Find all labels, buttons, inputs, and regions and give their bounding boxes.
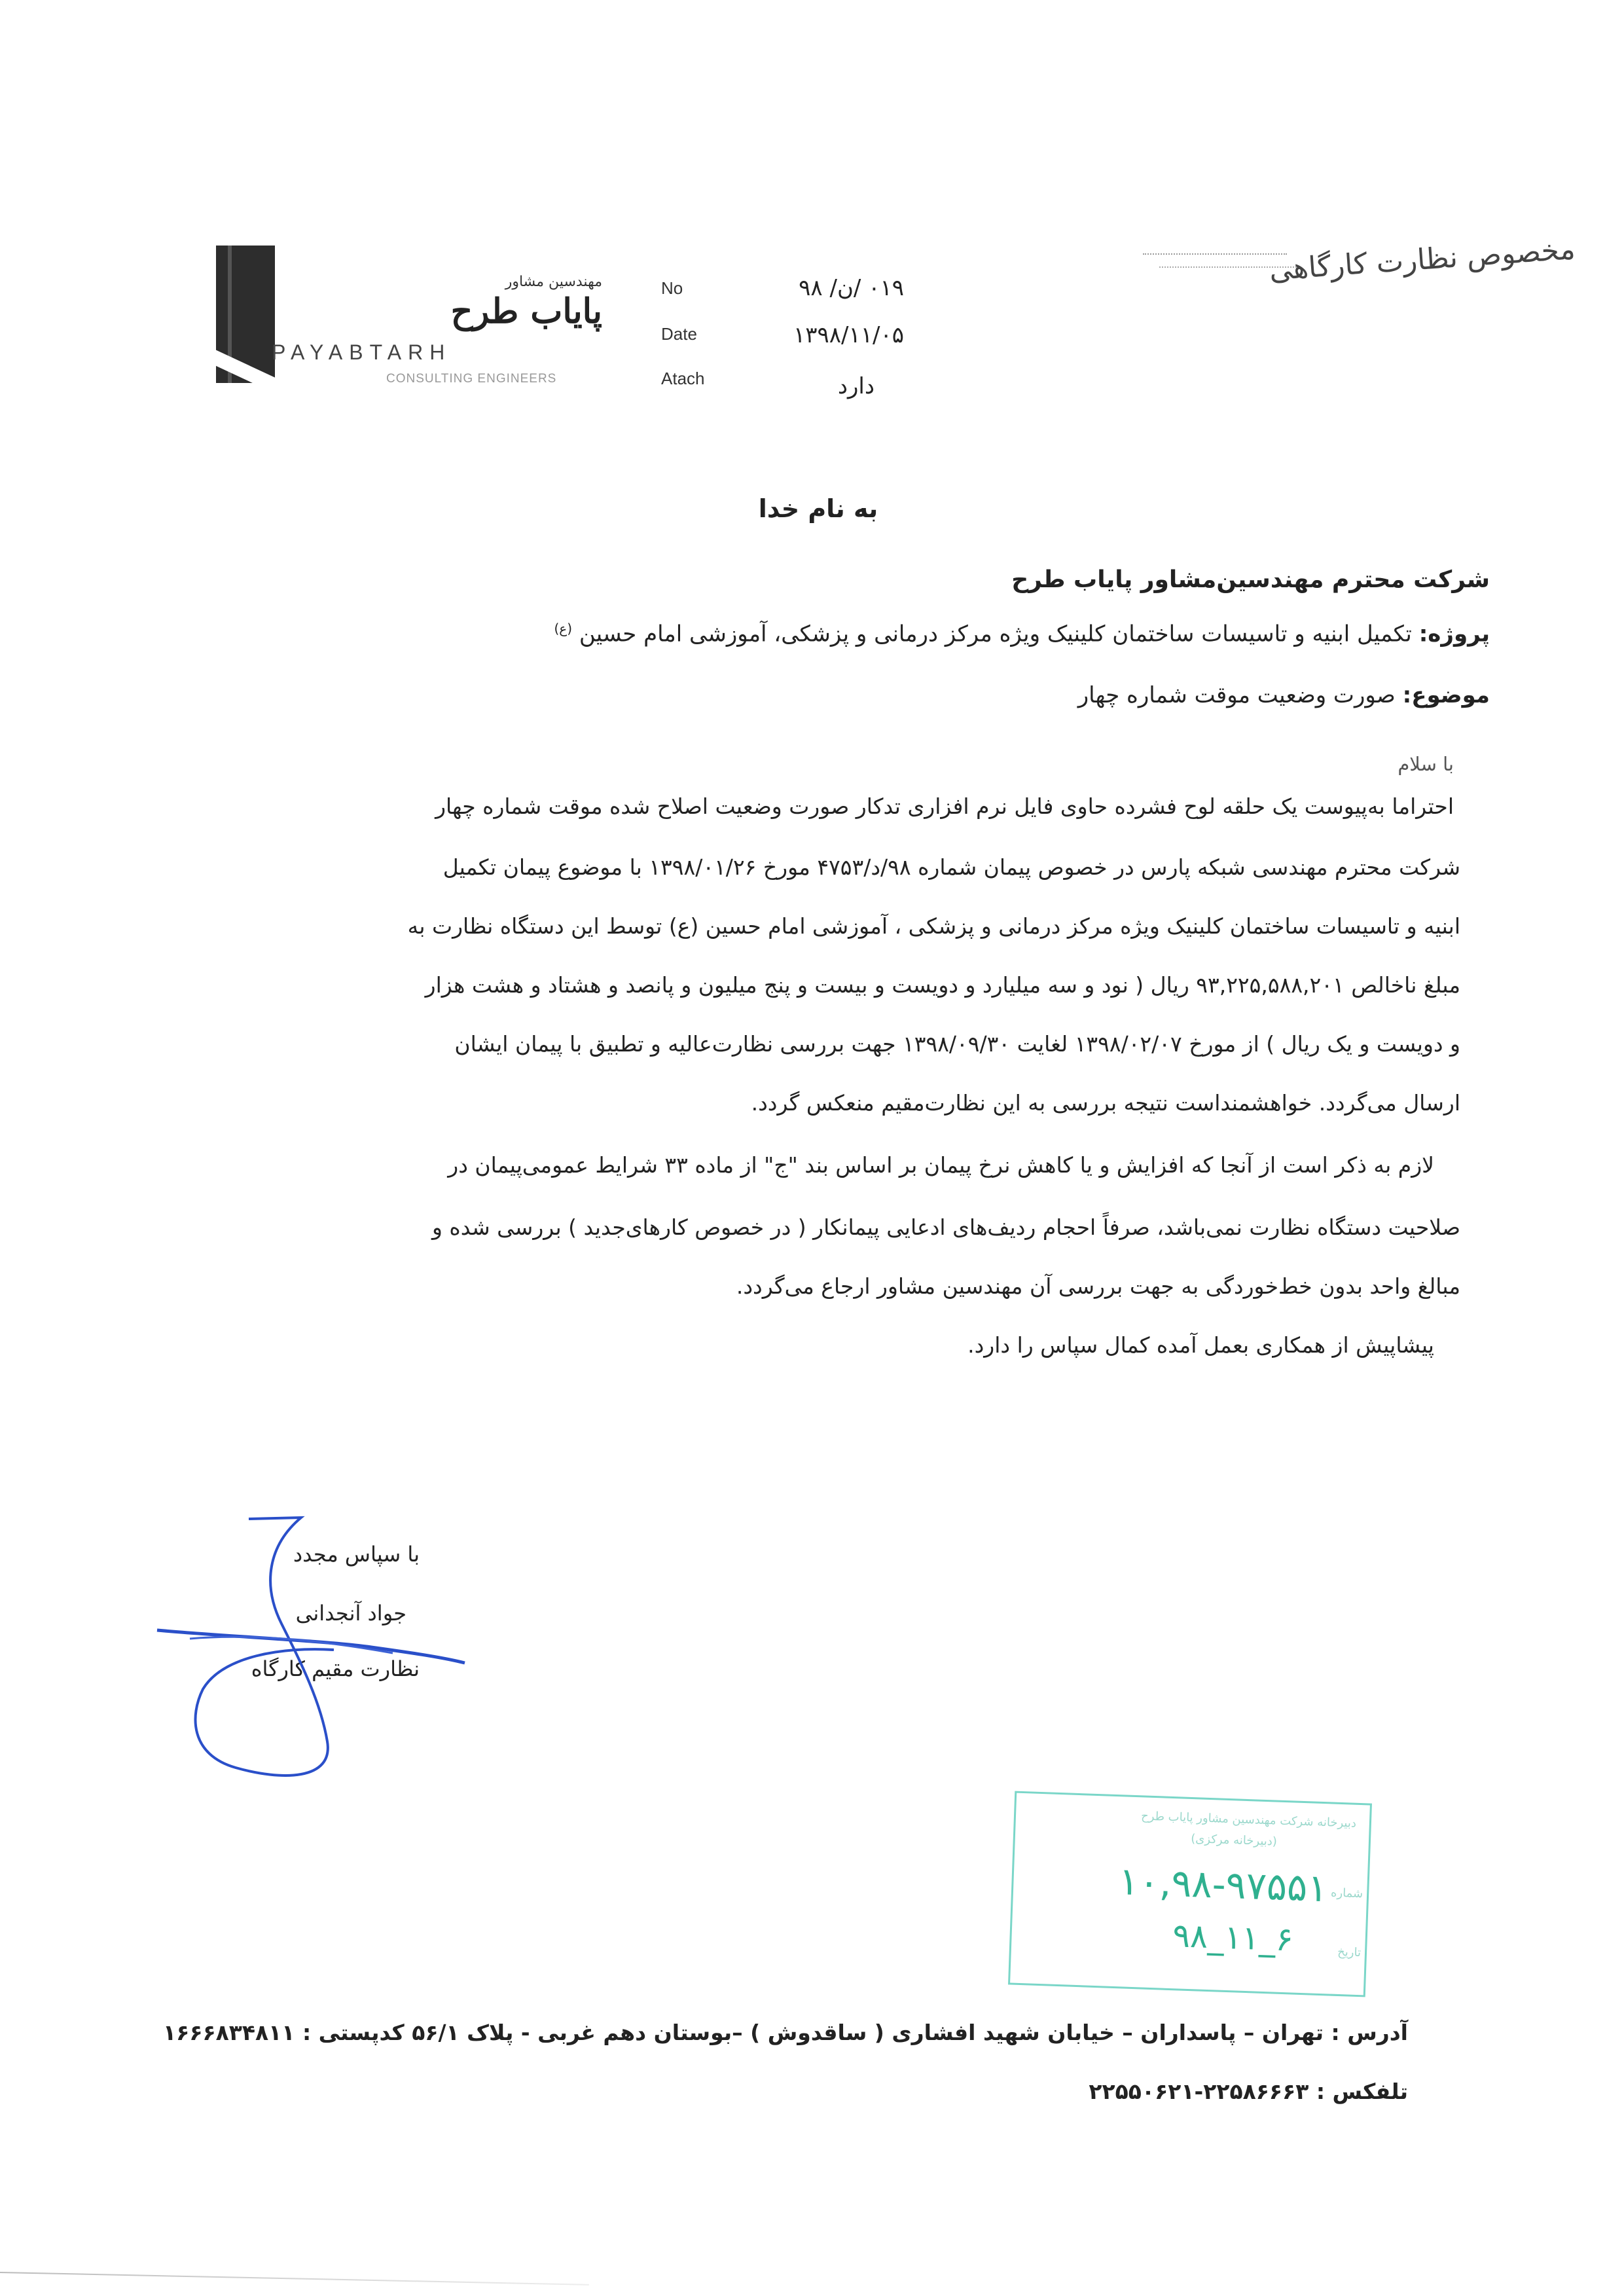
handwritten-note-text: مخصوص نظارت کارگاهی <box>1268 232 1576 287</box>
subject-text: صورت وضعیت موقت شماره چهار <box>1077 682 1396 708</box>
footer-telfax: تلفکس : ۲۲۵۸۶۶۶۳-۲۲۵۵۰۶۲۱ <box>1089 2079 1408 2104</box>
project-suffix: (ع) <box>554 621 573 636</box>
body-line: ارسال می‌گردد. خواهشمنداست نتیجه بررسی به این نظارت‌مقیم منعکس گردد. <box>751 1090 1460 1116</box>
subject-line <box>1078 684 1490 706</box>
handwritten-note <box>1117 213 1575 285</box>
body-line: احتراما به‌پیوست یک حلقه لوح فشرده حاوی فایل نرم افزاری تدکار صورت وضعیت اصلاح شده موقت شماره چهار <box>435 793 1454 819</box>
logo-name-fa: پایاب طرح <box>450 291 602 331</box>
logo-subtitle-fa: مهندسین مشاور <box>505 274 602 290</box>
signatory-title: نظارت مقیم کارگاه <box>251 1656 420 1681</box>
stamp-header: دبیرخانه شرکت مهندسین مشاور پایاب طرح <box>1140 1809 1357 1831</box>
signature-thanks: با سپاس مجدد <box>293 1542 420 1567</box>
received-stamp <box>1008 1791 1372 1997</box>
closing-line: پیشاپیش از همکاری بعمل آمده کمال سپاس را دارد. <box>967 1332 1434 1358</box>
date-value: ۱۳۹۸/۱۱/۰۵ <box>793 322 904 348</box>
body-line: مبلغ ناخالص ۹۳,۲۲۵,۵۸۸,۲۰۱ ریال ( نود و سه میلیارد و دویست و بیست و پنج میلیون و پانصد و هشتاد و هشت هزار <box>425 972 1460 998</box>
stamp-date: ۹۸_۱۱_۶ <box>1172 1916 1294 1959</box>
number-label: No <box>661 278 683 298</box>
stamp-number: ۱۰,۹۸-۹۷۵۵۱ <box>1117 1859 1329 1911</box>
attach-value: دارد <box>837 373 875 399</box>
stamp-number-label: شماره <box>1330 1886 1363 1901</box>
handwritten-signature-icon <box>151 1506 491 1787</box>
body-line: ابنیه و تاسیسات ساختمان کلینیک ویژه مرکز درمانی و پزشکی ، آموزشی امام حسین (ع) توسط این دستگاه نظارت به <box>407 913 1460 939</box>
logo-name-en: PAYABTARH <box>272 340 452 364</box>
logo-subtitle-en: CONSULTING ENGINEERS <box>386 372 557 386</box>
note-underline <box>1159 266 1297 268</box>
attach-label: Atach <box>661 369 705 388</box>
body-line: شرکت محترم مهندسی شبکه پارس در خصوص پیمان شماره ۹۸/د/۴۷۵۳ مورخ ۱۳۹۸/۰۱/۲۶ با موضوع پیمان تکمیل <box>442 854 1460 880</box>
scan-edge-divider <box>0 2272 589 2286</box>
subject-label: موضوع: <box>1402 682 1490 708</box>
greeting: با سلام <box>1398 753 1454 775</box>
body-line: مبالغ واحد بدون خط‌خوردگی به جهت بررسی آن مهندسین مشاور ارجاع می‌گردد. <box>736 1273 1460 1299</box>
date-label: Date <box>661 324 697 344</box>
company-logo-icon <box>216 246 275 383</box>
signatory-name: جواد آنجدانی <box>295 1601 406 1626</box>
project-line <box>554 622 1490 645</box>
stamp-subheader: (دبیرخانه مرکزی) <box>1190 1832 1278 1849</box>
note-underline <box>1143 253 1287 255</box>
body-line: و دویست و یک ریال ) از مورخ ۱۳۹۸/۰۲/۰۷ لغایت ۱۳۹۸/۰۹/۳۰ جهت بررسی نظارت‌عالیه و تطبیق با پیمان ایشان <box>454 1031 1460 1057</box>
project-label: پروژه: <box>1418 621 1490 647</box>
body-line: صلاحیت دستگاه نظارت نمی‌باشد، صرفاً احجام ردیف‌های ادعایی پیمانکار ( در خصوص کارهای‌جدید ) بررسی شده و <box>431 1214 1460 1240</box>
number-value: ۰۱۹ /ن/ ۹۸ <box>799 275 904 301</box>
stamp-date-label: تاریخ <box>1337 1944 1362 1960</box>
recipient: شرکت محترم مهندسین‌مشاور پایاب طرح <box>1011 566 1490 593</box>
project-text: تکمیل ابنیه و تاسیسات ساختمان کلینیک ویژه مرکز درمانی و پزشکی، آموزشی امام حسین <box>579 621 1412 647</box>
body-line: لازم به ذکر است از آنجا که افزایش و یا کاهش نرخ پیمان بر اساس بند "ج" از ماده ۳۳ شرایط عمومی‌پیمان در <box>448 1152 1434 1178</box>
basmala-heading: به نام خدا <box>758 494 878 523</box>
footer-address: آدرس : تهران – پاسداران – خیابان شهید افشاری ( ساقدوش ) –بوستان دهم غربی - پلاک ۵۶/۱ کدپستی : ۱۶۶۶۸۳۴۸۱۱ <box>163 2020 1408 2045</box>
